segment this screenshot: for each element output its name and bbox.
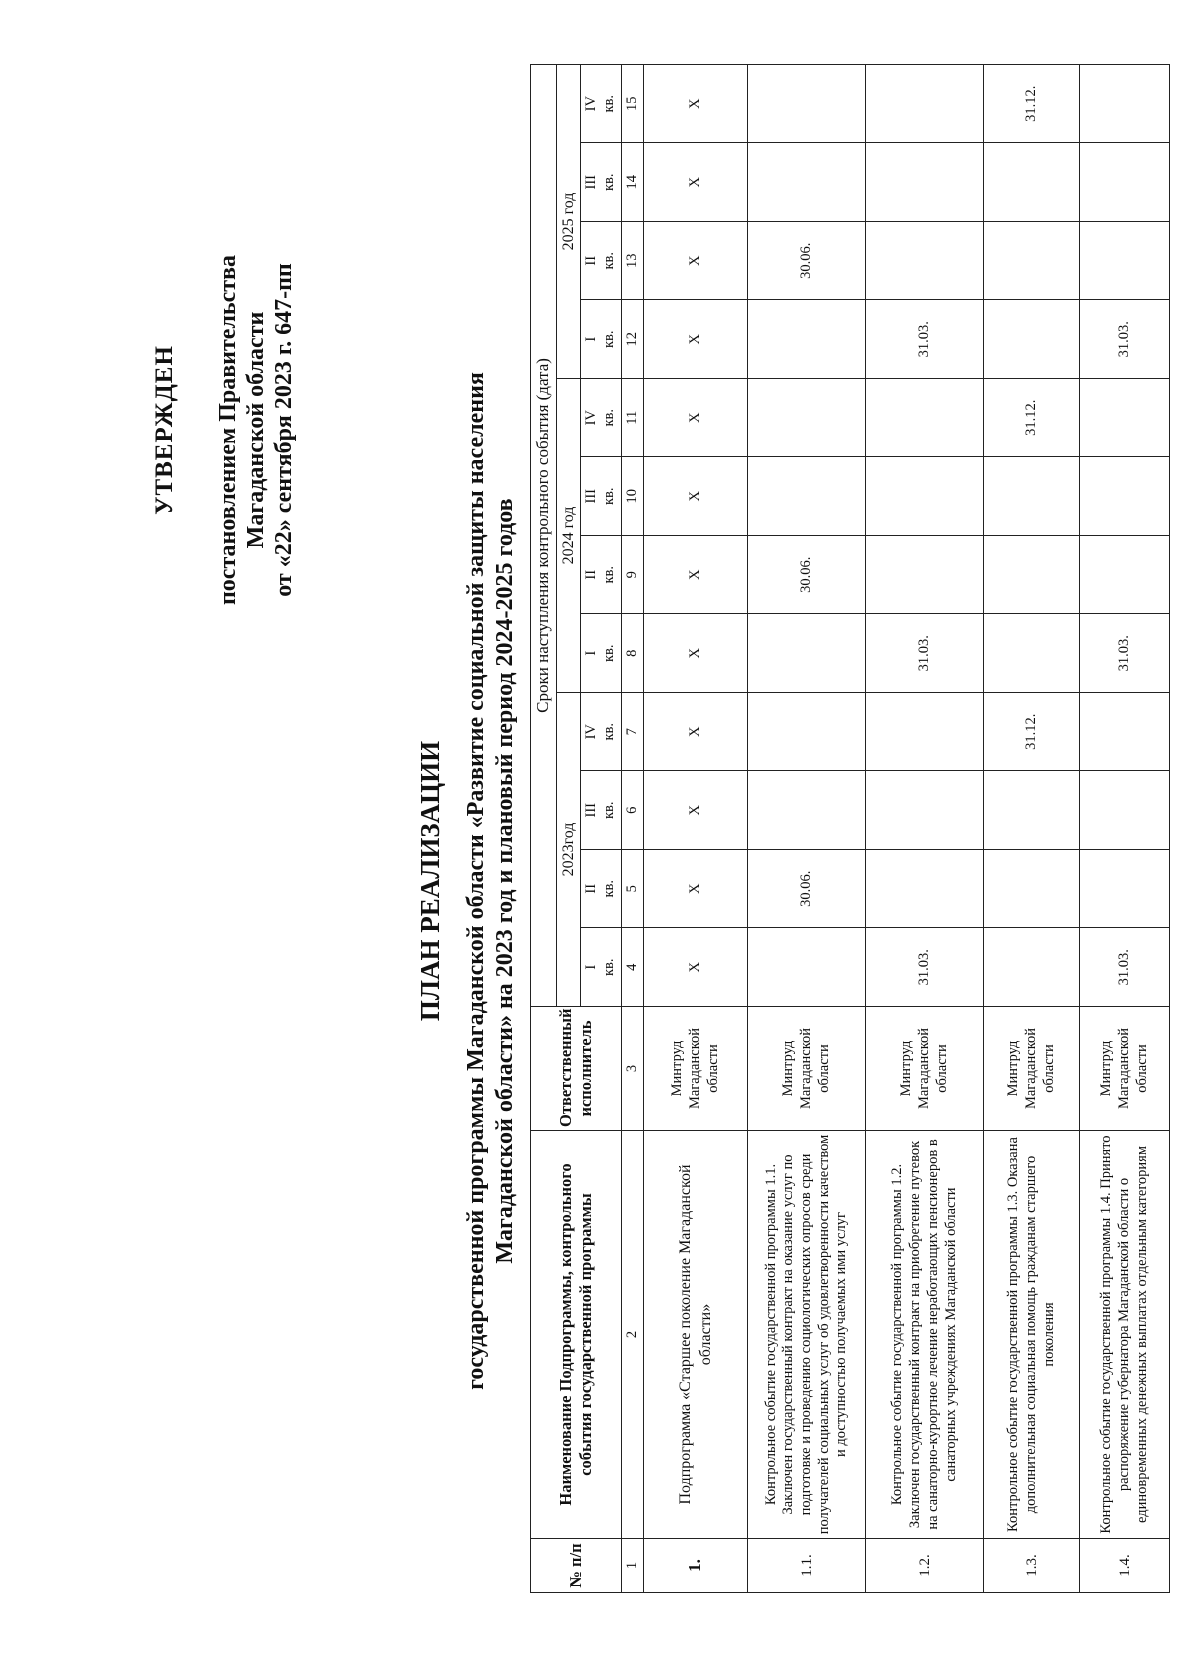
quarter-cell-x: X [644, 771, 748, 850]
quarter-cell-date [984, 300, 1080, 379]
column-number: 6 [621, 771, 644, 850]
row-name: Подпрограмма «Старшее поколение Магаданской области» [644, 1131, 748, 1539]
table-row [644, 64, 748, 1592]
quarter-cell-x: X [644, 143, 748, 222]
quarter-cell-date: 31.12. [984, 64, 1080, 143]
quarter-cell-date [984, 850, 1080, 929]
quarter-cell-date: 31.03. [866, 614, 984, 693]
quarter-cell-date [984, 536, 1080, 615]
quarter-cell-date [748, 64, 866, 143]
row-name: Контрольное событие государственной программы 1.3. Оказана дополнительная социальная помощь гражданам старшего поколения [984, 1131, 1080, 1539]
quarter-header [581, 222, 621, 301]
quarter-cell-x: X [644, 536, 748, 615]
quarter-abbr: кв. [600, 565, 617, 584]
quarter-cell-date [866, 379, 984, 458]
row-number: 1.2. [866, 1539, 984, 1593]
quarter-cell-date [748, 614, 866, 693]
quarter-cell-date: 30.06. [748, 222, 866, 301]
quarter-cell-date [866, 222, 984, 301]
quarter-roman: IV [583, 96, 600, 112]
quarter-cell-date: 31.03. [866, 300, 984, 379]
quarter-abbr: кв. [600, 94, 617, 113]
quarter-cell-x: X [644, 850, 748, 929]
quarter-cell-date [748, 771, 866, 850]
row-responsible: Минтруд Магаданской области [748, 1007, 866, 1131]
quarter-cell-date [1080, 143, 1170, 222]
quarter-header [581, 457, 621, 536]
approval-line-2: Магаданской области [242, 311, 269, 549]
header-year-2024: 2024 год [556, 379, 581, 693]
quarter-cell-date: 31.12. [984, 379, 1080, 458]
row-responsible: Минтруд Магаданской области [984, 1007, 1080, 1131]
quarter-roman: III [583, 489, 600, 504]
quarter-roman: IV [583, 410, 600, 426]
row-name: Контрольное событие государственной программы 1.2. Заключен государственный контракт на приобретение путевок на санаторно-курортное лечение неработающих пенсионеров в санаторных учреждениях Магаданской области [866, 1131, 984, 1539]
column-number: 13 [621, 222, 644, 301]
quarter-cell-date: 30.06. [748, 536, 866, 615]
header-year-2023: 2023год [556, 693, 581, 1007]
header-responsible: Ответственный исполнитель [531, 1007, 622, 1131]
quarter-cell-date [984, 143, 1080, 222]
title-main: ПЛАН РЕАЛИЗАЦИИ [415, 740, 445, 1022]
row-number: 1.4. [1080, 1539, 1170, 1593]
quarter-roman: II [583, 255, 600, 266]
quarter-cell-date [984, 457, 1080, 536]
title-sub-2: Магаданской области» на 2023 год и плановый период 2024-2025 годов [492, 498, 519, 1264]
quarter-header [581, 379, 621, 458]
table-row [866, 64, 984, 1592]
quarter-header [581, 928, 621, 1007]
quarter-cell-date: 31.12. [984, 693, 1080, 772]
quarter-cell-date: 31.03. [1080, 300, 1170, 379]
row-responsible: Минтруд Магаданской области [644, 1007, 748, 1131]
quarter-cell-date [1080, 457, 1170, 536]
quarter-abbr: кв. [600, 958, 617, 977]
column-number: 12 [621, 300, 644, 379]
quarter-abbr: кв. [600, 879, 617, 898]
header-year-2025: 2025 год [556, 64, 581, 378]
quarter-header [581, 536, 621, 615]
quarter-header [581, 300, 621, 379]
document-title [415, 221, 521, 1541]
quarter-cell-date [984, 222, 1080, 301]
quarter-cell-date: 30.06. [748, 850, 866, 929]
column-number: 8 [621, 614, 644, 693]
quarter-cell-date [748, 928, 866, 1007]
quarter-cell-date [1080, 222, 1170, 301]
quarter-roman: III [583, 803, 600, 818]
quarter-header [581, 143, 621, 222]
column-number: 1 [621, 1539, 644, 1593]
quarter-cell-x: X [644, 693, 748, 772]
quarter-cell-date [1080, 536, 1170, 615]
quarter-cell-date [1080, 771, 1170, 850]
quarter-abbr: кв. [600, 173, 617, 192]
quarter-cell-date [748, 379, 866, 458]
table-row [984, 64, 1080, 1592]
quarter-cell-date [1080, 64, 1170, 143]
row-responsible: Минтруд Магаданской области [866, 1007, 984, 1131]
quarter-abbr: кв. [600, 408, 617, 427]
approval-heading: УТВЕРЖДЕН [151, 345, 178, 515]
plan-table-body [644, 64, 1170, 1592]
quarter-cell-date [984, 928, 1080, 1007]
quarter-abbr: кв. [600, 722, 617, 741]
quarter-cell-date [866, 64, 984, 143]
column-number: 11 [621, 379, 644, 458]
quarter-cell-date [866, 143, 984, 222]
row-number: 1.3. [984, 1539, 1080, 1593]
quarter-cell-date [748, 300, 866, 379]
header-row-1 [531, 64, 557, 1592]
table-row [748, 64, 866, 1592]
quarter-roman: II [583, 569, 600, 580]
column-number: 7 [621, 693, 644, 772]
quarter-header [581, 850, 621, 929]
approval-line-1: постановлением Правительства [214, 255, 241, 606]
quarter-cell-date [866, 457, 984, 536]
row-name: Контрольное событие государственной программы 1.1. Заключен государственный контракт на оказание услуг по подготовке и проведению социологических опросов среди получателей социальных услуг об удовлетворенности качеством и доступностью получаемых ими услуг [748, 1131, 866, 1539]
quarter-abbr: кв. [600, 251, 617, 270]
header-name: Наименование Подпрограммы, контрольного события государственной программы [531, 1131, 622, 1539]
quarter-cell-x: X [644, 222, 748, 301]
column-number: 10 [621, 457, 644, 536]
quarter-header [581, 693, 621, 772]
column-number: 5 [621, 850, 644, 929]
quarter-cell-x: X [644, 614, 748, 693]
quarter-cell-date [866, 850, 984, 929]
title-sub-1: государственной программы Магаданской области «Развитие социальной защиты населения [463, 372, 489, 1390]
quarter-cell-x: X [644, 64, 748, 143]
column-number: 14 [621, 143, 644, 222]
plan-table [530, 64, 1170, 1593]
quarter-cell-date: 31.03. [1080, 928, 1170, 1007]
column-number: 2 [621, 1131, 644, 1539]
row-number: 1.1. [748, 1539, 866, 1593]
quarter-cell-date: 31.03. [1080, 614, 1170, 693]
column-number: 3 [621, 1007, 644, 1131]
quarter-cell-x: X [644, 379, 748, 458]
quarter-roman: I [583, 964, 600, 970]
quarter-cell-date: 31.03. [866, 928, 984, 1007]
column-number: 9 [621, 536, 644, 615]
quarter-roman: I [583, 650, 600, 656]
quarter-cell-date [1080, 379, 1170, 458]
header-terms: Сроки наступления контрольного события (дата) [531, 64, 557, 1006]
table-row [1080, 64, 1170, 1592]
quarter-cell-date [748, 693, 866, 772]
quarter-cell-x: X [644, 300, 748, 379]
quarter-header [581, 614, 621, 693]
quarter-cell-x: X [644, 457, 748, 536]
quarter-header [581, 771, 621, 850]
approval-line-3: от «22» сентября 2023 г. 647-пп [271, 263, 298, 597]
quarter-cell-date [866, 771, 984, 850]
row-responsible: Минтруд Магаданской области [1080, 1007, 1170, 1131]
quarter-roman: IV [583, 724, 600, 740]
quarter-abbr: кв. [600, 644, 617, 663]
row-number: 1. [644, 1539, 748, 1593]
quarter-roman: II [583, 883, 600, 894]
quarter-cell-date [984, 614, 1080, 693]
quarter-cell-date [866, 693, 984, 772]
quarter-cell-date [1080, 693, 1170, 772]
column-number: 4 [621, 928, 644, 1007]
quarter-cell-date [984, 771, 1080, 850]
quarter-header [581, 64, 621, 143]
header-numbering [621, 64, 644, 1592]
quarter-abbr: кв. [600, 801, 617, 820]
quarter-abbr: кв. [600, 487, 617, 506]
row-name: Контрольное событие государственной программы 1.4. Принято распоряжение губернатора Магаданской области о единовременных денежных выплатах отдельным категориям [1080, 1131, 1170, 1539]
quarter-abbr: кв. [600, 330, 617, 349]
approval-stamp [150, 150, 298, 710]
column-number: 15 [621, 64, 644, 143]
quarter-roman: III [583, 175, 600, 190]
quarter-cell-x: X [644, 928, 748, 1007]
quarter-cell-date [748, 143, 866, 222]
header-num: № п/п [531, 1539, 622, 1593]
quarter-cell-date [1080, 850, 1170, 929]
quarter-cell-date [866, 536, 984, 615]
quarter-cell-date [748, 457, 866, 536]
quarter-roman: I [583, 336, 600, 342]
